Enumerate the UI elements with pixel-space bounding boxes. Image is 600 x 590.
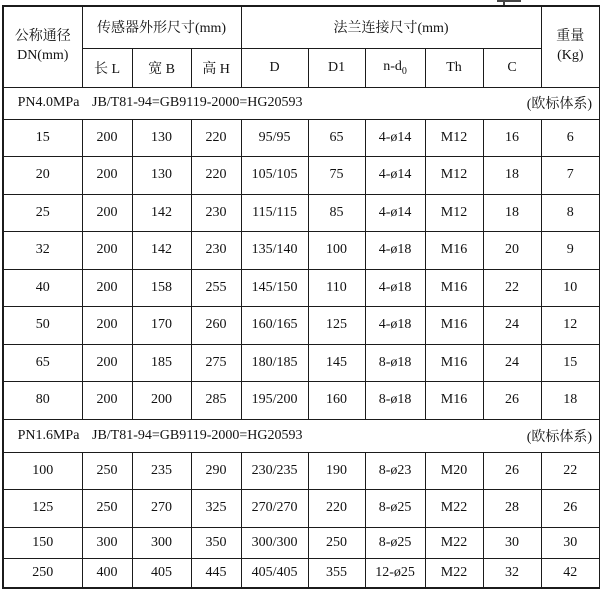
cell: 200 (132, 382, 191, 420)
cell: 200 (82, 344, 132, 382)
header-length-l: 长 L (82, 48, 132, 87)
header-width-b: 宽 B (132, 48, 191, 87)
header-d: D (241, 48, 308, 87)
header-height-h: 高 H (191, 48, 241, 87)
cell: 130 (132, 119, 191, 157)
cell: 7 (541, 157, 600, 195)
cell: 8 (541, 194, 600, 232)
header-flange-dimensions-group: 法兰连接尺寸(mm) (241, 6, 541, 48)
pressure-rating-label: PN1.6MPa (17, 427, 80, 443)
cell: 325 (191, 490, 241, 528)
header-weight (541, 6, 600, 87)
standard-reference: JB/T81-94=GB9119-2000=HG20593 (92, 427, 303, 443)
cell: 10 (541, 269, 600, 307)
cell: M22 (425, 558, 483, 588)
cell: 42 (541, 558, 600, 588)
cell: 200 (82, 157, 132, 195)
cell: 400 (82, 558, 132, 588)
n-d0-main: n-d (383, 58, 402, 74)
cell: 75 (308, 157, 365, 195)
nominal-diameter-label-en: DN(mm) (17, 47, 69, 63)
cell: 8-ø23 (365, 452, 425, 490)
cell: 18 (483, 157, 541, 195)
cell: 300/300 (241, 527, 308, 558)
cell: 115/115 (241, 194, 308, 232)
header-d1: D1 (308, 48, 365, 87)
cell: 200 (82, 194, 132, 232)
cell: 4-ø14 (365, 119, 425, 157)
cell: 125 (3, 490, 82, 528)
cell: 16 (483, 119, 541, 157)
cell: M16 (425, 232, 483, 270)
cell: 65 (3, 344, 82, 382)
cell: 9 (541, 232, 600, 270)
weight-label-unit: (Kg) (557, 47, 584, 63)
table-row (3, 382, 600, 420)
cell: 22 (483, 269, 541, 307)
header-c: C (483, 48, 541, 87)
header-sensor-dimensions-group: 传感器外形尺寸(mm) (82, 6, 241, 48)
cell: M16 (425, 307, 483, 345)
cell: 230/235 (241, 452, 308, 490)
cell: M16 (425, 269, 483, 307)
cell: M12 (425, 157, 483, 195)
weight-label-cn: 重量 (556, 28, 585, 44)
cell: M22 (425, 490, 483, 528)
cell: 445 (191, 558, 241, 588)
cell: 15 (3, 119, 82, 157)
cell: 4-ø14 (365, 157, 425, 195)
cell: 185 (132, 344, 191, 382)
cell: 200 (82, 119, 132, 157)
cell: 22 (541, 452, 600, 490)
cell: 270/270 (241, 490, 308, 528)
cell: 28 (483, 490, 541, 528)
cell: 195/200 (241, 382, 308, 420)
cell: 170 (132, 307, 191, 345)
cell: 150 (3, 527, 82, 558)
cell: 142 (132, 194, 191, 232)
cell: 18 (541, 382, 600, 420)
cell: 158 (132, 269, 191, 307)
table-row (3, 232, 600, 270)
cell: 30 (541, 527, 600, 558)
cell: 260 (191, 307, 241, 345)
header-n-d0 (365, 48, 425, 87)
cell: 130 (132, 157, 191, 195)
table-row (3, 269, 600, 307)
standard-reference: JB/T81-94=GB9119-2000=HG20593 (92, 95, 303, 110)
standard-system-note: (欧标体系) (526, 429, 593, 445)
cell: 95/95 (241, 119, 308, 157)
table-row (3, 558, 600, 588)
cell: 26 (483, 452, 541, 490)
cell: 255 (191, 269, 241, 307)
cell: 85 (308, 194, 365, 232)
cell: 200 (82, 307, 132, 345)
cell: 180/185 (241, 344, 308, 382)
standard-system-note: (欧标体系) (526, 97, 593, 112)
cell: 8-ø18 (365, 382, 425, 420)
cell: 26 (483, 382, 541, 420)
nominal-diameter-label-cn: 公称通径 (14, 28, 71, 44)
cell: 160/165 (241, 307, 308, 345)
cell: 405/405 (241, 558, 308, 588)
section-row-pn16 (3, 419, 600, 452)
section-cell (3, 87, 600, 119)
table-row (3, 527, 600, 558)
table-row (3, 119, 600, 157)
cell: 250 (308, 527, 365, 558)
table-row (3, 307, 600, 345)
cell: 250 (82, 490, 132, 528)
table-row (3, 157, 600, 195)
cell: 80 (3, 382, 82, 420)
table-row (3, 194, 600, 232)
cell: 405 (132, 558, 191, 588)
cell: 220 (191, 157, 241, 195)
dimension-spec-table (2, 5, 600, 589)
cell: 230 (191, 232, 241, 270)
cell: 270 (132, 490, 191, 528)
cell: 6 (541, 119, 600, 157)
cell: 4-ø18 (365, 232, 425, 270)
cell: 160 (308, 382, 365, 420)
cell: 18 (483, 194, 541, 232)
cell: 8-ø25 (365, 527, 425, 558)
table-row (3, 452, 600, 490)
header-th: Th (425, 48, 483, 87)
cell: 200 (82, 232, 132, 270)
cell: 32 (3, 232, 82, 270)
cell: 26 (541, 490, 600, 528)
cell: 300 (132, 527, 191, 558)
section-cell (3, 419, 600, 452)
table-row (3, 490, 600, 528)
cell: 275 (191, 344, 241, 382)
table-row (3, 344, 600, 382)
cell: M16 (425, 382, 483, 420)
cell: 200 (82, 269, 132, 307)
cell: 4-ø18 (365, 307, 425, 345)
cell: 125 (308, 307, 365, 345)
header-nominal-diameter (3, 6, 82, 87)
cell: 135/140 (241, 232, 308, 270)
cell: 145/150 (241, 269, 308, 307)
cell: 8-ø25 (365, 490, 425, 528)
cell: 20 (3, 157, 82, 195)
cell: 300 (82, 527, 132, 558)
cell: 142 (132, 232, 191, 270)
cell: 25 (3, 194, 82, 232)
cell: 20 (483, 232, 541, 270)
cell: 4-ø14 (365, 194, 425, 232)
cell: 15 (541, 344, 600, 382)
cell: 250 (3, 558, 82, 588)
cell: 220 (308, 490, 365, 528)
cell: 4-ø18 (365, 269, 425, 307)
cell: 145 (308, 344, 365, 382)
cell: 355 (308, 558, 365, 588)
cell: 105/105 (241, 157, 308, 195)
cell: 100 (3, 452, 82, 490)
cell: 290 (191, 452, 241, 490)
cell: 32 (483, 558, 541, 588)
pressure-rating-label: PN4.0MPa (17, 95, 80, 110)
cell: 50 (3, 307, 82, 345)
section-row-pn40 (3, 87, 600, 119)
cell: 24 (483, 307, 541, 345)
cell: 40 (3, 269, 82, 307)
cell: 8-ø18 (365, 344, 425, 382)
cell: 30 (483, 527, 541, 558)
n-d0-subscript: 0 (401, 65, 407, 77)
cell: M12 (425, 194, 483, 232)
cell: 350 (191, 527, 241, 558)
cell: 12-ø25 (365, 558, 425, 588)
cell: M20 (425, 452, 483, 490)
cell: M16 (425, 344, 483, 382)
cell: 65 (308, 119, 365, 157)
cell: 285 (191, 382, 241, 420)
cell: M12 (425, 119, 483, 157)
cell: 110 (308, 269, 365, 307)
cell: 24 (483, 344, 541, 382)
cell: 12 (541, 307, 600, 345)
cell: 220 (191, 119, 241, 157)
cell: 235 (132, 452, 191, 490)
cell: M22 (425, 527, 483, 558)
cell: 250 (82, 452, 132, 490)
cell: 200 (82, 382, 132, 420)
cell: 100 (308, 232, 365, 270)
cell: 230 (191, 194, 241, 232)
cell: 190 (308, 452, 365, 490)
